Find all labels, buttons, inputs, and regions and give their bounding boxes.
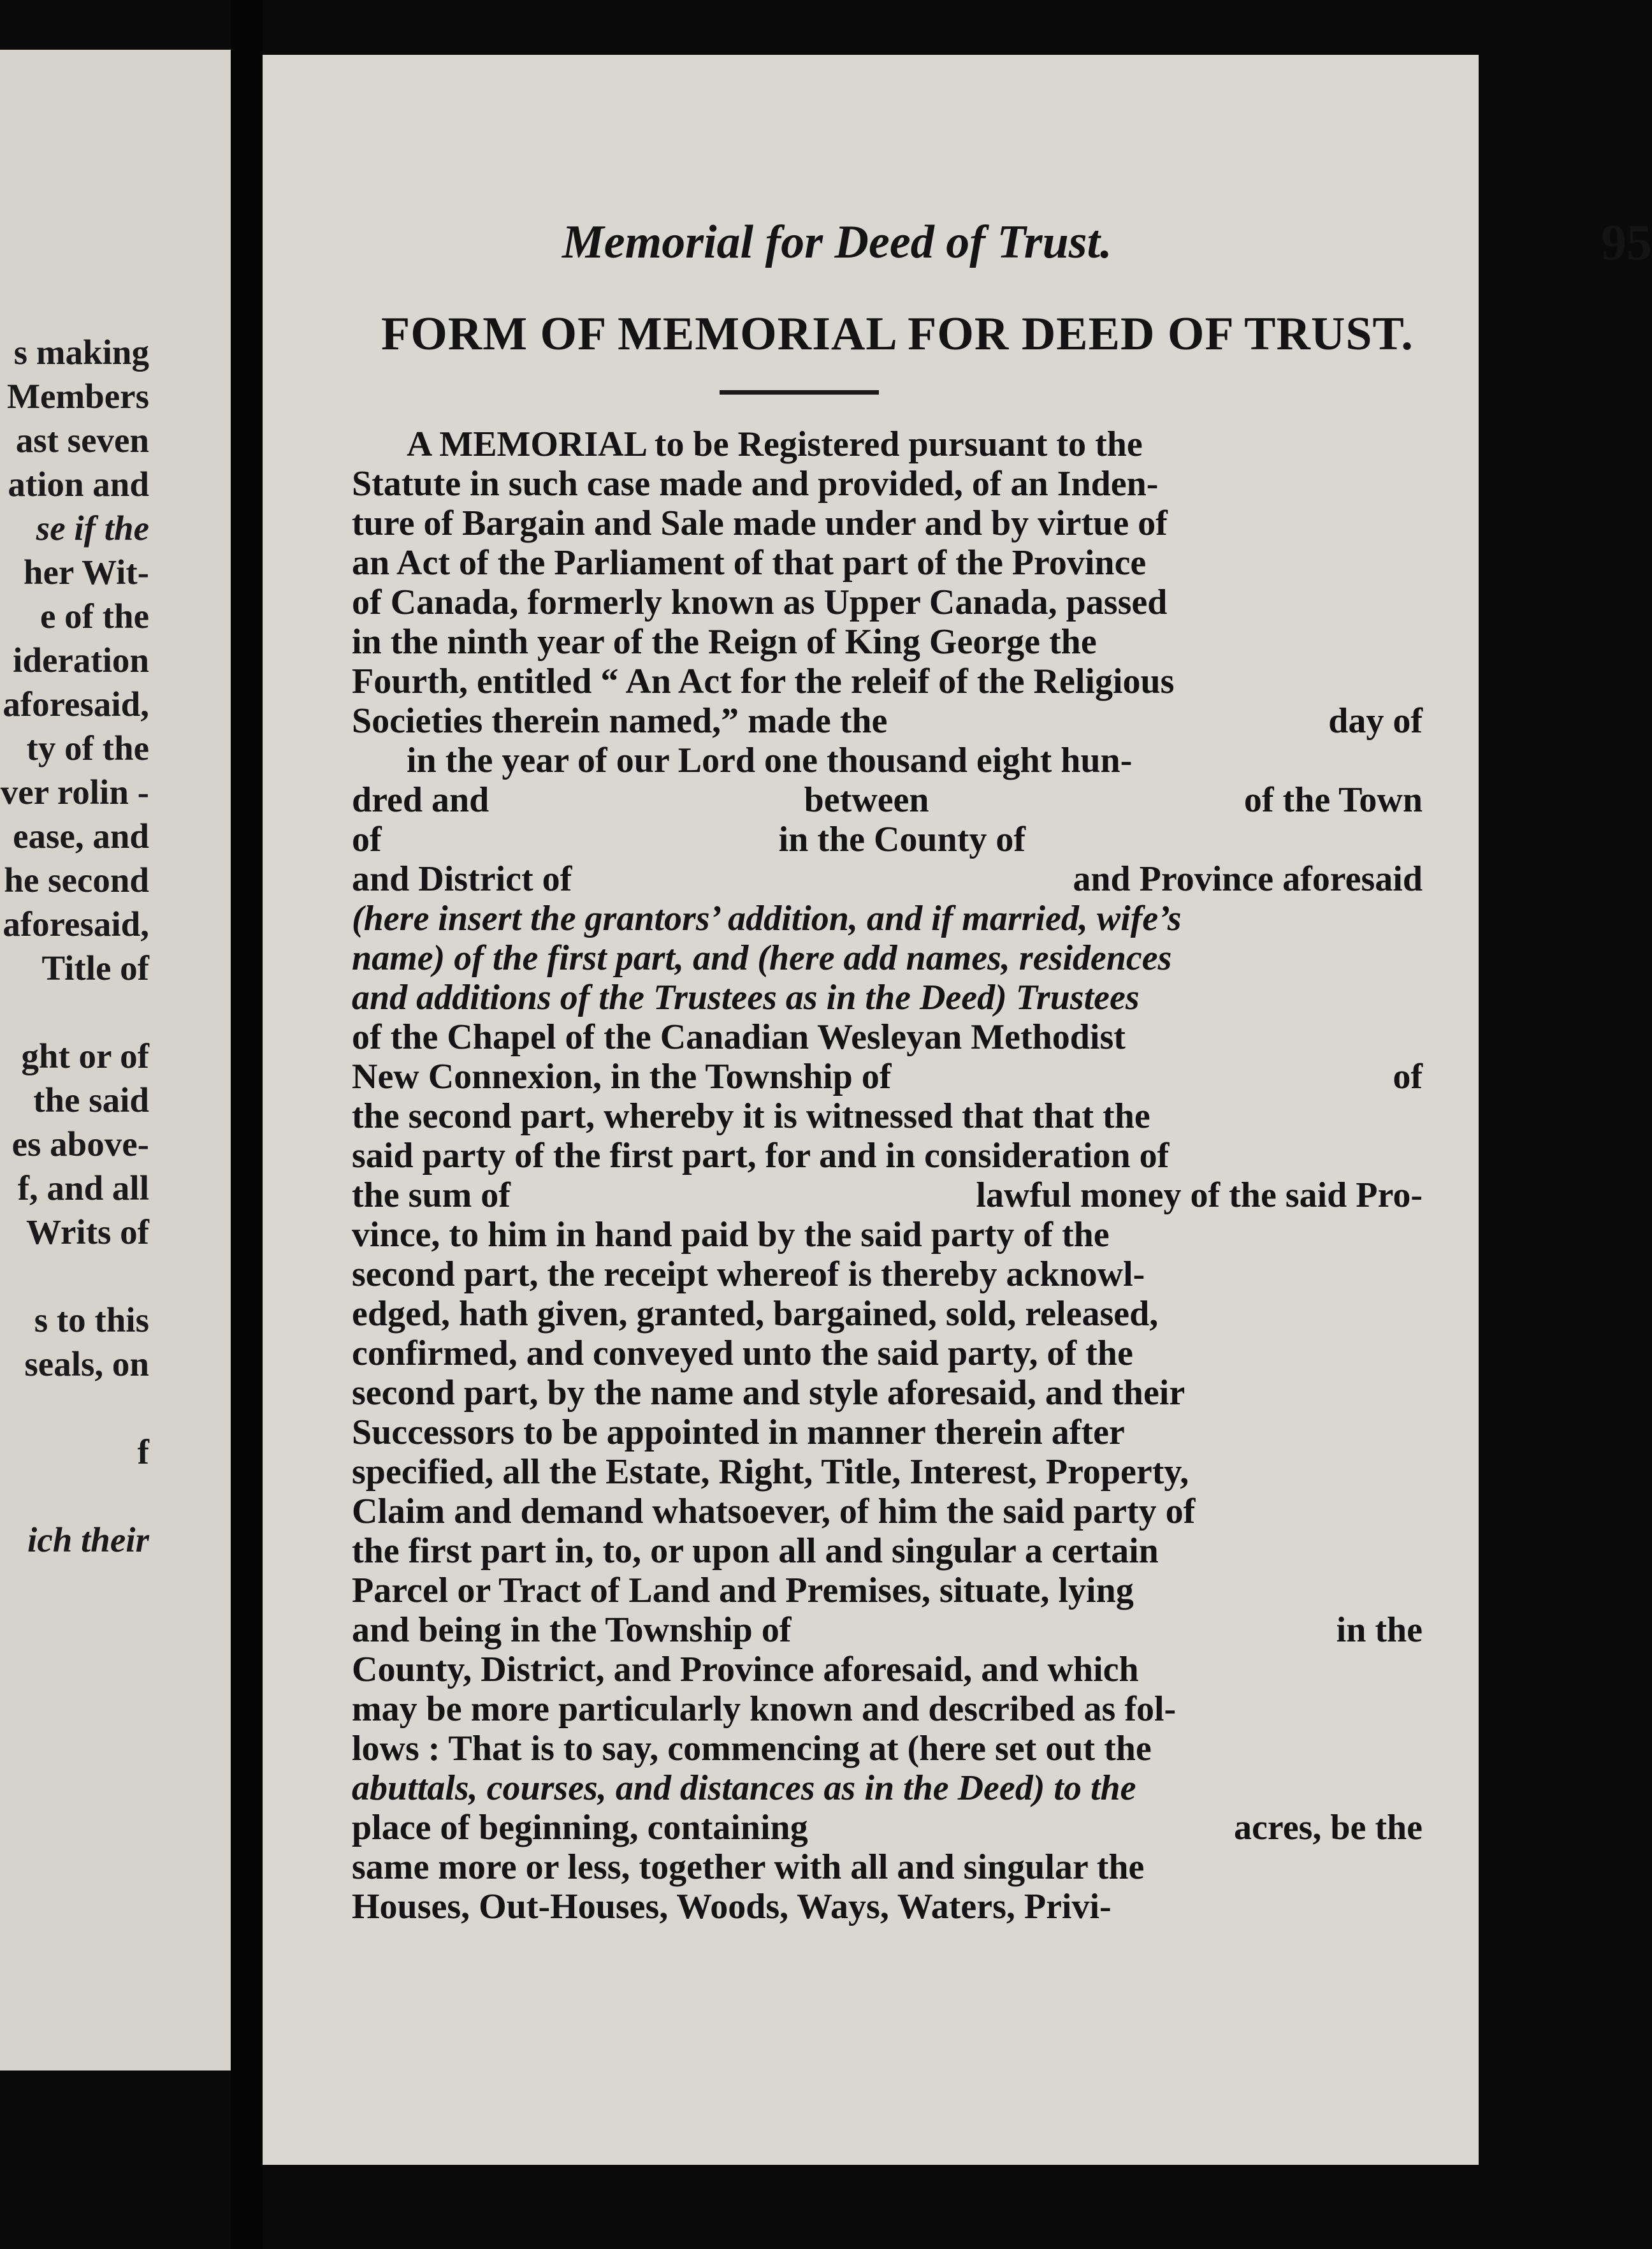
body-line bbox=[352, 1571, 1423, 1610]
body-line-segment: in the year of our Lord one thousand eight hun- bbox=[407, 741, 1133, 780]
body-line bbox=[352, 938, 1423, 978]
body-line-segment: day of bbox=[1328, 701, 1423, 741]
body-line-segment: place of beginning, containing bbox=[352, 1808, 808, 1847]
facing-page-text bbox=[0, 330, 231, 1562]
body-line-segment: confirmed, and conveyed unto the said party, of the bbox=[352, 1334, 1133, 1373]
book-gutter bbox=[231, 0, 263, 2249]
body-line bbox=[352, 1808, 1423, 1847]
facing-page-line: ty of the bbox=[26, 729, 149, 768]
facing-page-line: ght or of bbox=[21, 1037, 149, 1075]
body-line bbox=[352, 1847, 1423, 1887]
body-line bbox=[352, 1413, 1423, 1452]
body-line-segment: said party of the first part, for and in consideration of bbox=[352, 1136, 1170, 1175]
facing-page-line: Members bbox=[7, 377, 149, 416]
body-line bbox=[352, 820, 1423, 859]
body-line-segment: acres, be the bbox=[1234, 1808, 1423, 1847]
body-line-segment: of the Chapel of the Canadian Wesleyan Methodist bbox=[352, 1017, 1126, 1057]
body-line-segment: of bbox=[1393, 1057, 1423, 1096]
body-line-segment: between bbox=[804, 780, 929, 820]
facing-page-line bbox=[0, 1474, 231, 1518]
body-line bbox=[352, 978, 1423, 1017]
body-line-segment: ture of Bargain and Sale made under and by virtue of bbox=[352, 504, 1168, 543]
facing-page-line: e of the bbox=[40, 597, 149, 636]
body-line-segment: Societies therein named,” made the bbox=[352, 701, 888, 741]
body-line-segment: Parcel or Tract of Land and Premises, situate, lying bbox=[352, 1571, 1134, 1610]
body-line-segment: Fourth, entitled “ An Act for the releif of the Religious bbox=[352, 662, 1175, 701]
body-line-segment: edged, hath given, granted, bargained, sold, released, bbox=[352, 1294, 1159, 1334]
body-line-segment: A MEMORIAL to be Registered pursuant to the bbox=[407, 425, 1143, 464]
facing-page-line: aforesaid, bbox=[3, 685, 149, 724]
facing-page-line: se if the bbox=[36, 509, 149, 548]
body-line-segment: of Canada, formerly known as Upper Canada, passed bbox=[352, 583, 1168, 622]
facing-page-line: Title of bbox=[41, 949, 149, 987]
body-line-segment: second part, by the name and style aforesaid, and their bbox=[352, 1373, 1185, 1413]
facing-page-line: es above- bbox=[11, 1124, 149, 1163]
body-line-segment: dred and bbox=[352, 780, 489, 820]
body-line bbox=[352, 662, 1423, 701]
facing-page-line: s to this bbox=[34, 1300, 149, 1339]
facing-page-line: ease, and bbox=[13, 817, 149, 855]
body-line bbox=[352, 1334, 1423, 1373]
body-line-segment: and being in the Township of bbox=[352, 1610, 792, 1650]
facing-page-line: s making bbox=[13, 333, 149, 372]
facing-page-line: aforesaid, bbox=[3, 905, 149, 943]
body-line-segment: vince, to him in hand paid by the said party of the bbox=[352, 1215, 1110, 1255]
facing-page-line bbox=[0, 990, 231, 1034]
body-line bbox=[352, 1689, 1423, 1729]
body-line-segment: New Connexion, in the Township of bbox=[352, 1057, 892, 1096]
body-line-segment: Houses, Out-Houses, Woods, Ways, Waters, Privi- bbox=[352, 1887, 1112, 1926]
body-line-segment: an Act of the Parliament of that part of the Province bbox=[352, 543, 1147, 583]
body-line bbox=[352, 1531, 1423, 1571]
facing-page-line: ver rolin - bbox=[0, 773, 149, 812]
book-page bbox=[263, 55, 1652, 2165]
facing-page-line: ast seven bbox=[15, 421, 149, 460]
facing-page-line bbox=[0, 1254, 231, 1298]
body-line bbox=[352, 899, 1423, 938]
body-line bbox=[352, 1215, 1423, 1255]
body-line-segment: the first part in, to, or upon all and singular a certain bbox=[352, 1531, 1159, 1571]
body-line bbox=[352, 741, 1423, 780]
memorial-body bbox=[352, 425, 1423, 1926]
facing-page-line: f bbox=[137, 1432, 149, 1471]
body-line bbox=[352, 1768, 1423, 1808]
body-line-segment: Successors to be appointed in manner therein after bbox=[352, 1413, 1125, 1452]
body-line bbox=[352, 1057, 1423, 1096]
facing-page-line: f, and all bbox=[17, 1168, 149, 1207]
page-header bbox=[562, 215, 1652, 279]
facing-page-line: the said bbox=[33, 1081, 149, 1119]
body-line bbox=[352, 1492, 1423, 1531]
facing-page-left bbox=[0, 50, 231, 2071]
body-line bbox=[352, 543, 1423, 583]
body-line bbox=[352, 1294, 1423, 1334]
body-line-segment: same more or less, together with all and singular the bbox=[352, 1847, 1145, 1887]
body-line-segment: of the Town bbox=[1243, 780, 1423, 820]
title-rule bbox=[720, 390, 879, 395]
body-line-segment: lows : That is to say, commencing at (here set out the bbox=[352, 1729, 1152, 1768]
body-line-segment: the sum of bbox=[352, 1175, 511, 1215]
facing-page-line: ich their bbox=[27, 1520, 149, 1559]
body-line-segment: of bbox=[352, 820, 382, 859]
body-line-segment: may be more particularly known and described as fol- bbox=[352, 1689, 1177, 1729]
running-head: Memorial for Deed of Trust. bbox=[562, 216, 1112, 268]
body-line bbox=[352, 780, 1423, 820]
body-line bbox=[352, 504, 1423, 543]
body-line bbox=[352, 1136, 1423, 1175]
body-line-segment: Statute in such case made and provided, of an Inden- bbox=[352, 464, 1159, 504]
body-line-segment: County, District, and Province aforesaid, and which bbox=[352, 1650, 1139, 1689]
body-line bbox=[352, 464, 1423, 504]
body-line-segment: and District of bbox=[352, 859, 572, 899]
facing-page-line: ation and bbox=[8, 465, 149, 504]
form-title: FORM OF MEMORIAL FOR DEED OF TRUST. bbox=[381, 308, 1414, 360]
body-line-segment: specified, all the Estate, Right, Title, Interest, Property, bbox=[352, 1452, 1189, 1492]
facing-page-line: ideration bbox=[13, 641, 149, 680]
body-line bbox=[352, 1373, 1423, 1413]
body-line bbox=[352, 583, 1423, 622]
body-line-segment: and Province aforesaid bbox=[1073, 859, 1423, 899]
body-line bbox=[352, 701, 1423, 741]
body-line-segment: in the bbox=[1336, 1610, 1423, 1650]
facing-page-line bbox=[0, 1386, 231, 1430]
body-line-segment: Claim and demand whatsoever, of him the said party of bbox=[352, 1492, 1196, 1531]
body-line-segment: in the County of bbox=[778, 820, 1026, 859]
facing-page-line: he second bbox=[4, 861, 149, 899]
body-line bbox=[352, 1096, 1423, 1136]
body-line-segment: lawful money of the said Pro- bbox=[976, 1175, 1423, 1215]
body-line bbox=[352, 1887, 1423, 1926]
body-line bbox=[352, 1729, 1423, 1768]
body-line-segment: (here insert the grantors’ addition, and if married, wife’s bbox=[352, 899, 1182, 938]
body-line-segment: the second part, whereby it is witnessed that that the bbox=[352, 1096, 1150, 1136]
body-line bbox=[352, 1650, 1423, 1689]
body-line-segment: abuttals, courses, and distances as in the Deed) to the bbox=[352, 1768, 1136, 1808]
body-line bbox=[352, 425, 1423, 464]
body-line bbox=[352, 1452, 1423, 1492]
body-line bbox=[352, 859, 1423, 899]
body-line bbox=[352, 1175, 1423, 1215]
body-line bbox=[352, 622, 1423, 662]
page-number: 95 bbox=[1601, 215, 1652, 271]
body-line bbox=[352, 1255, 1423, 1294]
body-line bbox=[352, 1017, 1423, 1057]
facing-page-line: her Wit- bbox=[23, 553, 149, 592]
facing-page-line: Writs of bbox=[26, 1212, 149, 1251]
body-line bbox=[352, 1610, 1423, 1650]
body-line-segment: in the ninth year of the Reign of King George the bbox=[352, 622, 1097, 662]
facing-page-line: seals, on bbox=[24, 1344, 149, 1383]
body-line-segment: second part, the receipt whereof is thereby acknowl- bbox=[352, 1255, 1145, 1294]
body-line-segment: and additions of the Trustees as in the Deed) Trustees bbox=[352, 978, 1140, 1017]
body-line-segment: name) of the first part, and (here add names, residences bbox=[352, 938, 1172, 978]
